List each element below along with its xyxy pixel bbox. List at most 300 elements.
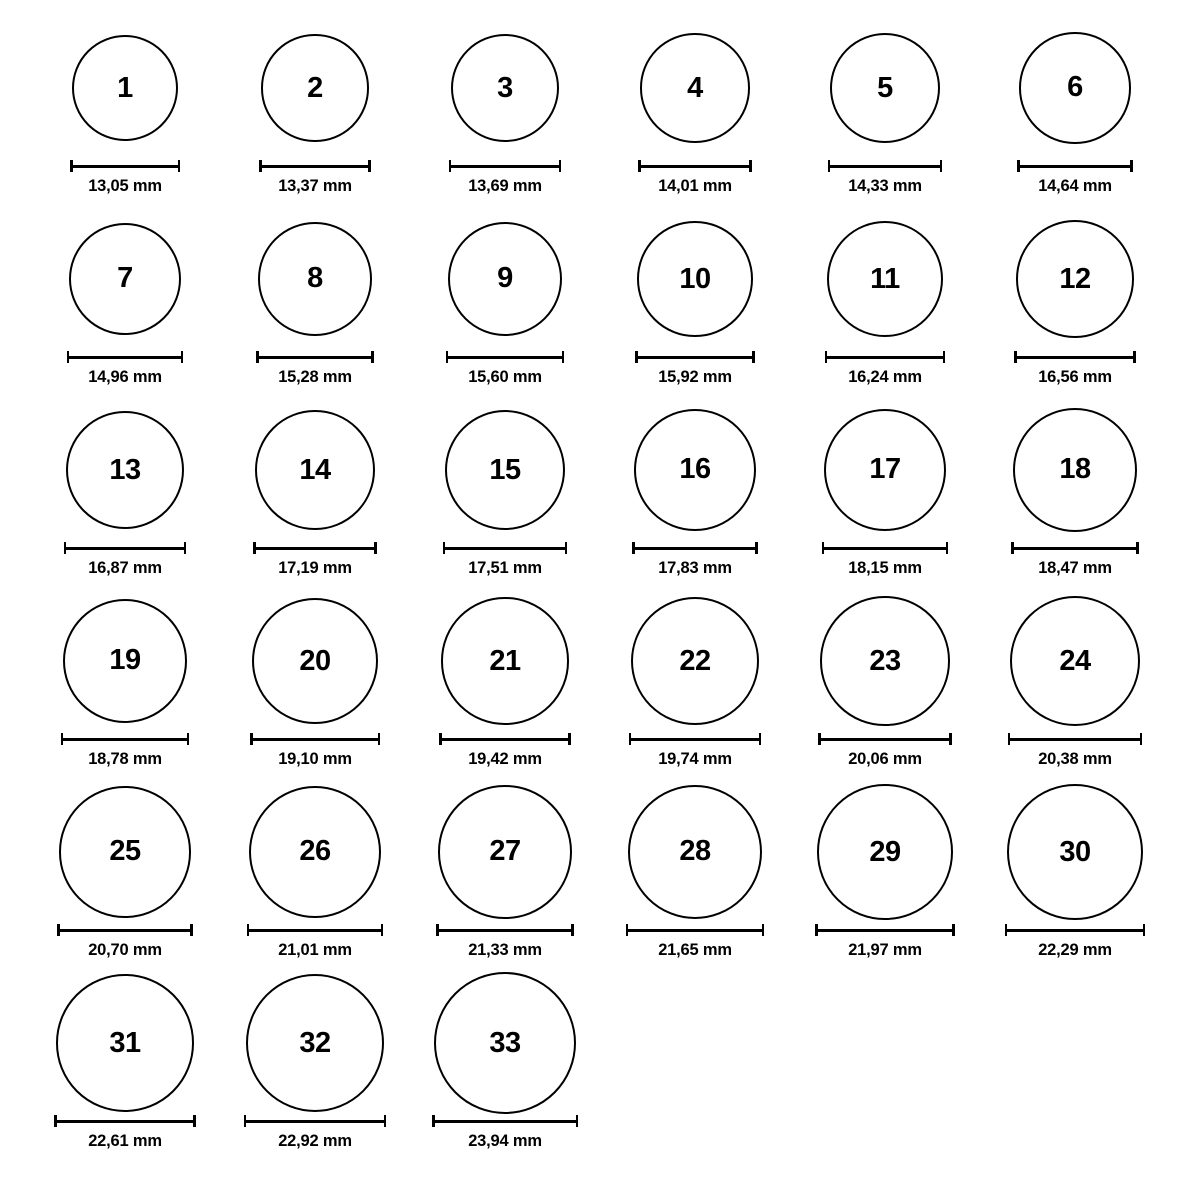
ruler-bar	[815, 929, 955, 932]
diameter-ruler	[70, 160, 180, 172]
diameter-measure-label: 14,64 mm	[1038, 177, 1112, 195]
diameter-measure-label: 14,96 mm	[88, 368, 162, 386]
diameter-measure-label: 22,29 mm	[1038, 941, 1112, 959]
diameter-ruler	[253, 542, 377, 554]
ring-size-cell	[600, 591, 790, 769]
ring-circle	[441, 597, 568, 724]
ruler-cap-left	[446, 351, 449, 363]
ring-size-cell	[220, 18, 410, 196]
ring-size-label: 1	[117, 71, 133, 104]
ring-size-cell	[220, 782, 410, 960]
ring-circle-wrapper	[410, 973, 600, 1113]
ruler-cap-right	[952, 924, 955, 936]
diameter-ruler	[449, 160, 561, 172]
diameter-measure-label: 16,24 mm	[848, 368, 922, 386]
diameter-ruler	[57, 924, 192, 936]
ruler-bar	[244, 1120, 387, 1123]
diameter-measure-label: 17,51 mm	[468, 559, 542, 577]
diameter-measure-label: 18,47 mm	[1038, 559, 1112, 577]
diameter-ruler	[626, 924, 764, 936]
ruler-cap-right	[374, 542, 377, 554]
ring-size-row	[30, 591, 1170, 782]
ruler-cap-right	[752, 351, 755, 363]
ring-size-label: 31	[109, 1026, 141, 1059]
ring-circle-wrapper	[600, 400, 790, 540]
ring-circle-wrapper	[220, 591, 410, 731]
ruler-cap-left	[64, 542, 67, 554]
ring-size-cell	[410, 400, 600, 578]
ring-size-cell	[600, 18, 790, 196]
ruler-cap-right	[1143, 924, 1146, 936]
ring-circle-wrapper	[30, 591, 220, 731]
ring-circle-wrapper	[600, 209, 790, 349]
ring-size-label: 10	[679, 262, 711, 295]
ruler-bar	[822, 547, 949, 550]
ring-circle	[246, 974, 385, 1113]
ring-circle-wrapper	[790, 18, 980, 158]
ring-size-label: 30	[1059, 835, 1091, 868]
diameter-measure-label: 19,42 mm	[468, 750, 542, 768]
diameter-measure-label: 15,28 mm	[278, 368, 352, 386]
ruler-cap-right	[187, 733, 190, 745]
ring-circle	[261, 34, 368, 141]
diameter-measure-label: 13,05 mm	[88, 177, 162, 195]
diameter-ruler	[54, 1115, 196, 1127]
ruler-cap-left	[70, 160, 73, 172]
ring-size-cell	[980, 209, 1170, 387]
ruler-cap-left	[818, 733, 821, 745]
ruler-cap-left	[256, 351, 259, 363]
ruler-cap-left	[253, 542, 256, 554]
ring-size-label: 5	[877, 71, 893, 104]
diameter-measure-label: 16,56 mm	[1038, 368, 1112, 386]
ring-size-cell	[790, 400, 980, 578]
ruler-bar	[446, 356, 564, 359]
ring-circle-wrapper	[980, 209, 1170, 349]
ruler-bar	[253, 547, 377, 550]
ruler-bar	[1008, 738, 1142, 741]
ring-size-label: 19	[109, 644, 141, 677]
ring-size-cell	[600, 209, 790, 387]
ring-size-cell	[220, 209, 410, 387]
ring-size-label: 24	[1059, 644, 1091, 677]
diameter-measure-label: 15,60 mm	[468, 368, 542, 386]
diameter-ruler	[825, 351, 946, 363]
ring-size-cell	[980, 591, 1170, 769]
ruler-bar	[828, 165, 942, 168]
ring-circle-wrapper	[220, 209, 410, 349]
ruler-bar	[635, 356, 755, 359]
ring-circle	[445, 410, 566, 531]
ring-circle	[451, 34, 559, 142]
diameter-measure-label: 21,33 mm	[468, 941, 542, 959]
diameter-ruler	[432, 1115, 578, 1127]
ring-size-label: 14	[299, 453, 331, 486]
ruler-cap-right	[181, 351, 184, 363]
ruler-bar	[632, 547, 758, 550]
diameter-measure-label: 14,01 mm	[658, 177, 732, 195]
ruler-cap-right	[184, 542, 187, 554]
ring-circle-wrapper	[410, 400, 600, 540]
ruler-cap-left	[1014, 351, 1017, 363]
diameter-measure-label: 13,37 mm	[278, 177, 352, 195]
ring-circle-wrapper	[980, 18, 1170, 158]
ruler-cap-left	[1005, 924, 1008, 936]
ruler-cap-right	[178, 160, 181, 172]
ring-circle	[63, 599, 188, 724]
ring-circle-wrapper	[220, 18, 410, 158]
diameter-measure-label: 20,38 mm	[1038, 750, 1112, 768]
diameter-measure-label: 20,70 mm	[88, 941, 162, 959]
ruler-cap-left	[626, 924, 629, 936]
ring-circle-wrapper	[410, 18, 600, 158]
ring-size-label: 20	[299, 644, 331, 677]
ring-circle-wrapper	[220, 782, 410, 922]
ring-circle	[72, 35, 178, 141]
ruler-cap-left	[61, 733, 64, 745]
diameter-measure-label: 22,92 mm	[278, 1132, 352, 1150]
ring-circle	[640, 33, 749, 142]
ruler-bar	[57, 929, 192, 932]
ring-circle	[830, 33, 940, 143]
ring-size-cell	[410, 209, 600, 387]
ruler-cap-right	[762, 924, 765, 936]
ruler-bar	[54, 1120, 196, 1123]
ring-size-label: 32	[299, 1026, 331, 1059]
ring-circle	[827, 221, 944, 338]
ring-size-cell	[410, 782, 600, 960]
ruler-bar	[247, 929, 383, 932]
ruler-cap-left	[629, 733, 632, 745]
diameter-ruler	[635, 351, 755, 363]
diameter-ruler	[61, 733, 190, 745]
diameter-ruler	[1008, 733, 1142, 745]
diameter-measure-label: 19,10 mm	[278, 750, 352, 768]
ruler-bar	[638, 165, 751, 168]
diameter-measure-label: 19,74 mm	[658, 750, 732, 768]
ruler-cap-right	[378, 733, 381, 745]
ruler-cap-right	[190, 924, 193, 936]
ring-size-label: 2	[307, 71, 323, 104]
ring-size-cell	[790, 209, 980, 387]
ring-circle	[56, 974, 194, 1112]
diameter-ruler	[1011, 542, 1139, 554]
ring-size-label: 9	[497, 262, 513, 295]
ruler-bar	[61, 738, 190, 741]
ring-circle	[1010, 596, 1140, 726]
diameter-ruler	[815, 924, 955, 936]
diameter-ruler	[64, 542, 187, 554]
ring-circle	[820, 596, 949, 725]
ring-circle-wrapper	[30, 400, 220, 540]
diameter-ruler	[250, 733, 380, 745]
ring-circle	[1013, 408, 1137, 532]
ring-circle	[252, 598, 378, 724]
diameter-ruler	[443, 542, 568, 554]
ring-size-label: 4	[687, 71, 703, 104]
ring-size-label: 23	[869, 644, 901, 677]
ring-circle-wrapper	[220, 973, 410, 1113]
ring-circle-wrapper	[790, 591, 980, 731]
diameter-measure-label: 21,01 mm	[278, 941, 352, 959]
ring-size-label: 33	[489, 1026, 521, 1059]
diameter-measure-label: 15,92 mm	[658, 368, 732, 386]
diameter-measure-label: 17,83 mm	[658, 559, 732, 577]
diameter-measure-label: 18,78 mm	[88, 750, 162, 768]
ring-size-row	[30, 973, 1170, 1164]
ruler-bar	[439, 738, 570, 741]
ring-size-cell	[220, 400, 410, 578]
ring-size-cell	[30, 400, 220, 578]
ring-circle-wrapper	[30, 973, 220, 1113]
ring-size-cell	[410, 18, 600, 196]
ruler-cap-right	[949, 733, 952, 745]
ring-size-cell	[30, 18, 220, 196]
ruler-cap-right	[943, 351, 946, 363]
ring-circle-wrapper	[30, 782, 220, 922]
diameter-ruler	[256, 351, 373, 363]
diameter-measure-label: 14,33 mm	[848, 177, 922, 195]
ruler-cap-right	[576, 1115, 579, 1127]
ruler-cap-left	[259, 160, 262, 172]
ruler-cap-left	[250, 733, 253, 745]
ruler-cap-left	[638, 160, 641, 172]
diameter-ruler	[818, 733, 951, 745]
ring-size-label: 27	[489, 835, 521, 868]
ruler-cap-left	[1011, 542, 1014, 554]
ruler-cap-right	[384, 1115, 387, 1127]
ruler-cap-right	[940, 160, 943, 172]
diameter-ruler	[446, 351, 564, 363]
ring-size-cell	[790, 782, 980, 960]
ruler-cap-left	[815, 924, 818, 936]
ring-circle	[634, 409, 756, 531]
ring-size-label: 6	[1067, 71, 1083, 104]
ruler-cap-right	[755, 542, 758, 554]
ruler-cap-right	[1133, 351, 1136, 363]
ruler-cap-left	[1017, 160, 1020, 172]
ruler-cap-left	[443, 542, 446, 554]
ring-circle-wrapper	[220, 400, 410, 540]
diameter-ruler	[244, 1115, 387, 1127]
ruler-bar	[626, 929, 764, 932]
ring-size-row	[30, 18, 1170, 209]
ruler-cap-right	[193, 1115, 196, 1127]
ruler-cap-left	[247, 924, 250, 936]
ring-circle	[434, 972, 576, 1114]
ruler-cap-right	[381, 924, 384, 936]
ring-circle-wrapper	[980, 400, 1170, 540]
diameter-ruler	[822, 542, 949, 554]
ring-size-label: 29	[869, 835, 901, 868]
ring-size-label: 15	[489, 453, 521, 486]
ring-circle-wrapper	[790, 209, 980, 349]
ruler-cap-right	[1136, 542, 1139, 554]
diameter-measure-label: 17,19 mm	[278, 559, 352, 577]
diameter-measure-label: 22,61 mm	[88, 1132, 162, 1150]
ring-circle-wrapper	[790, 782, 980, 922]
ring-size-cell	[790, 18, 980, 196]
ring-size-cell	[980, 400, 1170, 578]
ruler-cap-right	[565, 542, 568, 554]
ring-circle	[628, 785, 762, 919]
diameter-ruler	[632, 542, 758, 554]
ruler-cap-left	[1008, 733, 1011, 745]
ruler-bar	[1014, 356, 1136, 359]
ring-size-label: 8	[307, 262, 323, 295]
ring-circle-wrapper	[790, 400, 980, 540]
diameter-ruler	[1014, 351, 1136, 363]
ruler-bar	[1011, 547, 1139, 550]
ruler-cap-right	[562, 351, 565, 363]
ruler-cap-right	[946, 542, 949, 554]
diameter-ruler	[638, 160, 751, 172]
ring-circle	[66, 411, 185, 530]
diameter-ruler	[247, 924, 383, 936]
ring-circle	[1016, 220, 1134, 338]
ring-size-cell	[790, 591, 980, 769]
ring-circle-wrapper	[600, 18, 790, 158]
ring-size-label: 17	[869, 453, 901, 486]
ring-size-cell	[980, 782, 1170, 960]
ring-circle	[249, 786, 381, 918]
ring-circle	[59, 786, 190, 917]
ring-size-cell	[30, 973, 220, 1151]
ruler-bar	[818, 738, 951, 741]
ruler-cap-left	[57, 924, 60, 936]
ring-circle	[438, 785, 571, 918]
ring-size-row	[30, 782, 1170, 973]
diameter-ruler	[439, 733, 570, 745]
ring-circle	[637, 221, 753, 337]
ruler-bar	[259, 165, 370, 168]
ruler-cap-right	[1140, 733, 1143, 745]
ring-size-label: 13	[109, 453, 141, 486]
ruler-cap-left	[825, 351, 828, 363]
ruler-cap-right	[1130, 160, 1133, 172]
ruler-bar	[432, 1120, 578, 1123]
ruler-bar	[250, 738, 380, 741]
ring-circle	[817, 784, 953, 920]
ruler-bar	[67, 356, 183, 359]
ring-circle	[255, 410, 375, 530]
ring-circle-wrapper	[600, 591, 790, 731]
ring-circle-wrapper	[980, 782, 1170, 922]
ruler-cap-right	[571, 924, 574, 936]
ring-circle	[69, 223, 181, 335]
ruler-cap-left	[449, 160, 452, 172]
ruler-bar	[64, 547, 187, 550]
ring-size-label: 21	[489, 644, 521, 677]
ruler-cap-left	[822, 542, 825, 554]
diameter-measure-label: 23,94 mm	[468, 1132, 542, 1150]
ruler-cap-right	[749, 160, 752, 172]
ruler-bar	[70, 165, 180, 168]
ruler-bar	[436, 929, 573, 932]
ring-circle	[258, 222, 371, 335]
ring-size-cell	[30, 782, 220, 960]
ruler-cap-left	[244, 1115, 247, 1127]
ruler-bar	[443, 547, 568, 550]
diameter-measure-label: 18,15 mm	[848, 559, 922, 577]
ring-size-cell	[980, 18, 1170, 196]
ring-circle-wrapper	[410, 209, 600, 349]
ring-size-label: 11	[870, 262, 900, 295]
ring-size-cell	[220, 973, 410, 1151]
diameter-measure-label: 13,69 mm	[468, 177, 542, 195]
diameter-ruler	[1017, 160, 1132, 172]
ring-circle	[1019, 32, 1130, 143]
ring-size-cell	[410, 973, 600, 1151]
ring-size-label: 12	[1059, 262, 1091, 295]
ruler-cap-left	[439, 733, 442, 745]
ruler-cap-right	[568, 733, 571, 745]
ruler-bar	[449, 165, 561, 168]
ring-circle-wrapper	[410, 591, 600, 731]
ring-size-label: 26	[299, 835, 331, 868]
ring-size-cell	[30, 209, 220, 387]
ruler-cap-right	[559, 160, 562, 172]
ruler-bar	[1005, 929, 1146, 932]
diameter-ruler	[259, 160, 370, 172]
ring-size-cell	[600, 400, 790, 578]
ruler-cap-left	[828, 160, 831, 172]
ruler-cap-left	[635, 351, 638, 363]
ring-circle-wrapper	[30, 209, 220, 349]
diameter-measure-label: 21,97 mm	[848, 941, 922, 959]
ruler-cap-left	[632, 542, 635, 554]
diameter-ruler	[629, 733, 761, 745]
ring-size-cell	[220, 591, 410, 769]
diameter-ruler	[828, 160, 942, 172]
ruler-cap-left	[432, 1115, 435, 1127]
ring-circle-wrapper	[980, 591, 1170, 731]
ring-circle	[448, 222, 562, 336]
ring-size-cell	[600, 782, 790, 960]
ring-size-row	[30, 209, 1170, 400]
ring-size-cell	[410, 591, 600, 769]
diameter-measure-label: 20,06 mm	[848, 750, 922, 768]
ruler-cap-left	[436, 924, 439, 936]
ruler-cap-right	[759, 733, 762, 745]
ruler-cap-left	[54, 1115, 57, 1127]
diameter-ruler	[1005, 924, 1146, 936]
ruler-bar	[629, 738, 761, 741]
ruler-cap-right	[368, 160, 371, 172]
ring-circle-wrapper	[30, 18, 220, 158]
ring-size-label: 25	[109, 835, 141, 868]
ring-size-label: 22	[679, 644, 711, 677]
ring-circle	[1007, 784, 1144, 921]
ring-size-label: 18	[1059, 453, 1091, 486]
diameter-measure-label: 21,65 mm	[658, 941, 732, 959]
diameter-ruler	[67, 351, 183, 363]
ring-circle	[824, 409, 947, 532]
ring-circle	[631, 597, 759, 725]
diameter-ruler	[436, 924, 573, 936]
ring-size-label: 16	[679, 453, 711, 486]
ruler-bar	[825, 356, 946, 359]
ring-size-label: 28	[679, 835, 711, 868]
ruler-bar	[1017, 165, 1132, 168]
ring-circle-wrapper	[410, 782, 600, 922]
ruler-cap-right	[371, 351, 374, 363]
ring-size-row	[30, 400, 1170, 591]
ruler-bar	[256, 356, 373, 359]
ruler-cap-left	[67, 351, 70, 363]
ring-size-cell	[30, 591, 220, 769]
diameter-measure-label: 16,87 mm	[88, 559, 162, 577]
